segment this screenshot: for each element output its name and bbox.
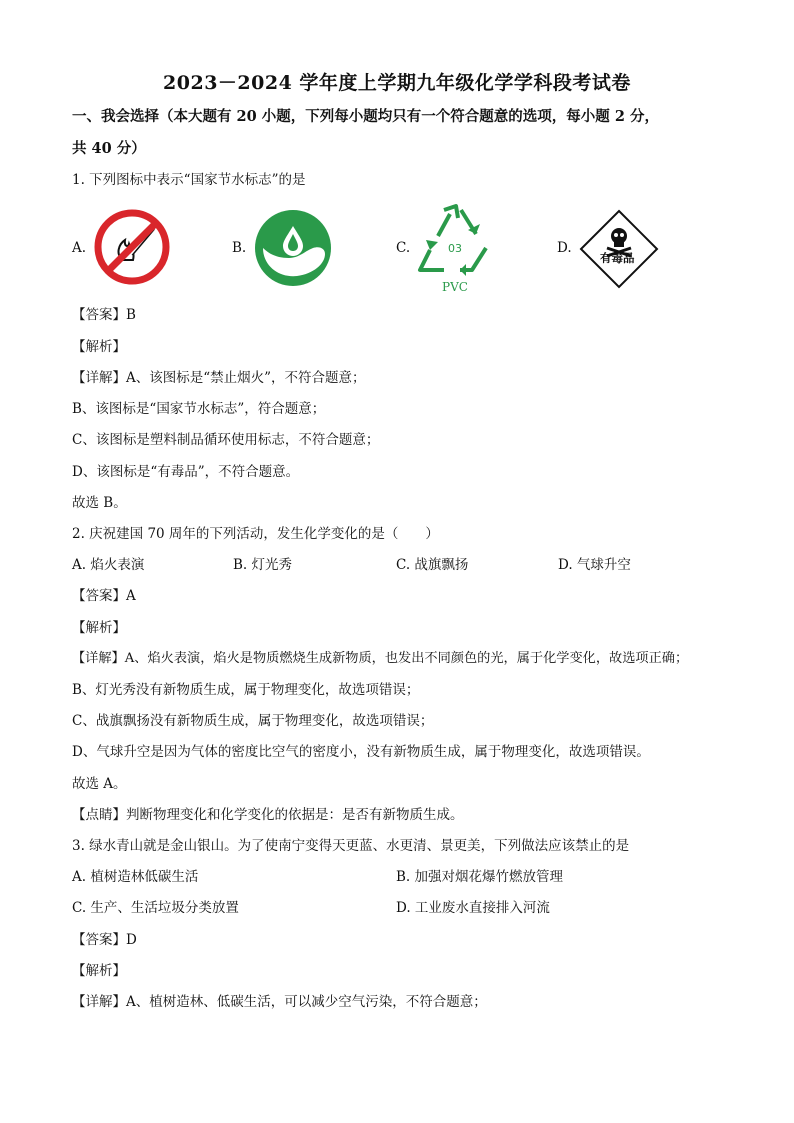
- q1-detail-b: B、该图标是“国家节水标志”，符合题意；: [72, 401, 326, 417]
- q1-analysis-label: 【解析】: [72, 339, 126, 355]
- q1-option-d-letter: D.: [557, 240, 572, 256]
- q1-option-c-letter: C.: [396, 240, 411, 256]
- q1-option-b-letter: B.: [232, 240, 247, 256]
- no-fire-icon: [93, 208, 171, 286]
- toxic-caption: 有毒品: [600, 251, 635, 265]
- q2-stem: 2. 庆祝建国 70 周年的下列活动，发生化学变化的是（ ）: [72, 526, 439, 542]
- q3-stem: 3. 绿水青山就是金山银山。为了使南宁变得天更蓝、水更清、景更美，下列做法应该禁止的是: [72, 838, 630, 854]
- section-heading-cont: 共 40 分）: [72, 140, 146, 157]
- recycle-caption: PVC: [442, 280, 468, 294]
- section-heading: 一、我会选择（本大题有 20 小题，下列每小题均只有一个符合题意的选项，每小题 2 分，: [72, 108, 659, 125]
- q2-detail-c: C、战旗飘扬没有新物质生成，属于物理变化，故选项错误；: [72, 713, 434, 729]
- q1-detail-a: 【详解】A、该图标是“禁止烟火”，不符合题意；: [72, 370, 366, 386]
- q2-tip: 【点睛】判断物理变化和化学变化的依据是：是否有新物质生成。: [72, 807, 464, 823]
- q2-option-c: C. 战旗飘扬: [396, 557, 469, 573]
- page-title: 2023－2024 学年度上学期九年级化学学科段考试卷: [163, 72, 631, 94]
- q2-detail-a: 【详解】A、焰火表演，焰火是物质燃烧生成新物质，也发出不同颜色的光，属于化学变化，故选项正确；: [72, 651, 689, 666]
- q1-answer: 【答案】B: [72, 307, 136, 323]
- q3-option-d: D. 工业废水直接排入河流: [396, 900, 550, 916]
- q2-detail-d: D、气球升空是因为气体的密度比空气的密度小，没有新物质生成，属于物理变化，故选项错误。: [72, 744, 650, 760]
- q1-conclusion: 故选 B。: [72, 495, 127, 511]
- q3-detail-a: 【详解】A、植树造林、低碳生活，可以减少空气污染，不符合题意；: [72, 994, 487, 1010]
- q1-option-a-letter: A.: [72, 240, 87, 256]
- q3-option-a: A. 植树造林低碳生活: [72, 869, 199, 885]
- q2-detail-b: B、灯光秀没有新物质生成，属于物理变化，故选项错误；: [72, 682, 420, 698]
- water-saving-icon: [253, 208, 333, 288]
- q2-option-d: D. 气球升空: [558, 557, 631, 573]
- q2-option-a: A. 焰火表演: [72, 557, 145, 573]
- q2-answer: 【答案】A: [72, 588, 136, 604]
- q3-option-c: C. 生产、生活垃圾分类放置: [72, 900, 239, 916]
- q2-option-b: B. 灯光秀: [233, 557, 293, 573]
- q2-analysis-label: 【解析】: [72, 620, 126, 636]
- q3-answer: 【答案】D: [72, 932, 137, 948]
- q2-conclusion: 故选 A。: [72, 776, 127, 792]
- q1-detail-c: C、该图标是塑料制品循环使用标志，不符合题意；: [72, 432, 380, 448]
- recycle-code: 03: [448, 242, 462, 255]
- q3-option-b: B. 加强对烟花爆竹燃放管理: [396, 869, 564, 885]
- toxic-icon: [578, 208, 660, 290]
- q1-stem: 1. 下列图标中表示“国家节水标志”的是: [72, 172, 306, 188]
- q1-detail-d: D、该图标是“有毒品”，不符合题意。: [72, 464, 300, 480]
- q3-analysis-label: 【解析】: [72, 963, 126, 979]
